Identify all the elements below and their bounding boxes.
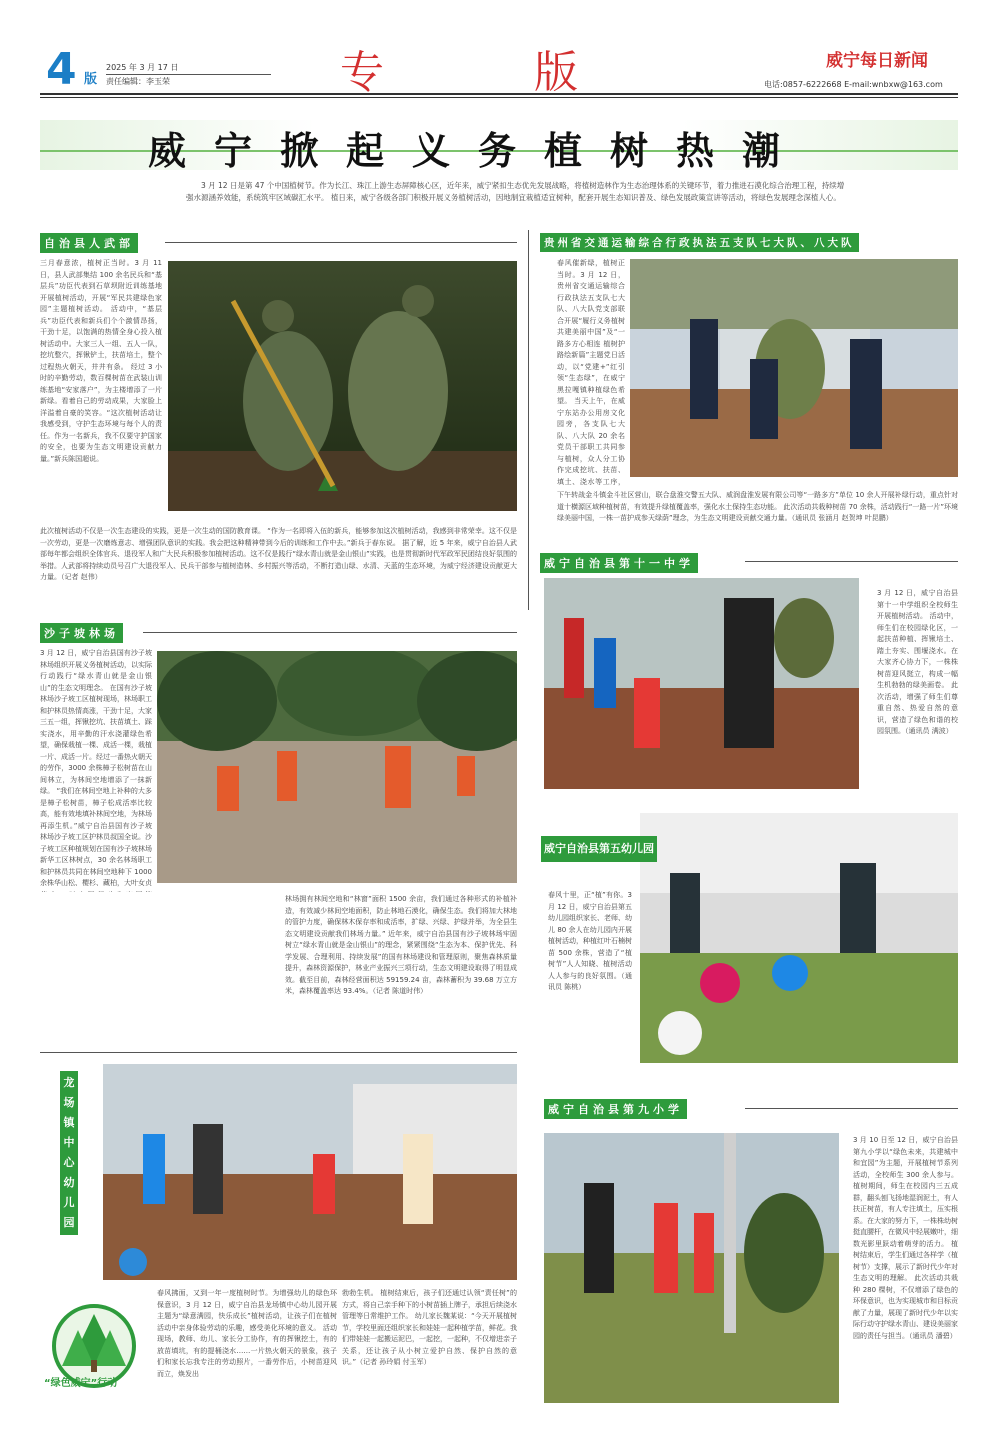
students-planting-image — [544, 578, 859, 789]
section-rule — [165, 242, 517, 243]
contact-info: 电话:0857-6222668 E-mail:wnbxw@163.com — [764, 80, 943, 89]
editor-credit: 责任编辑：李玉荣 — [106, 77, 170, 86]
longchang-text-col2: 勃勃生机。 植树结束后，孩子们还通过认领“责任树”的方式，将自己亲手种下的小树苗插上牌子，承担后续浇水管理等日常维护工作。 幼儿家长魏某说：“今天开展植树节，学校里面还组织家长和娃娃一起种植学苗，鲜花。我们带娃娃一起搬运泥巴，一起挖，一起种，不仅增进亲子关系，还让孩子从小树立爱护自然、保护自然的意识。”（记者 孙玲娟 付玉军） — [342, 1289, 517, 1366]
jiaotong-text-col2: 下午转战金斗镇金斗社区营山，联合盘淮交警五大队、威润盘淮发展有限公司等“一路多方”单位 10 余人开展补绿行动，重点针对道十横源区域种植树苗，有效提升绿植覆盖率，强化水土保持生态功能。 此次活动共栽种树苗 70 余株，活动践行“一路一片”环境绿美丽中国，一株一苗护成参天绿荫”理念，为生态文明建设贡献交通力量。（通讯员 张涵月 赵贺坤 叶昆鹏） — [557, 491, 958, 522]
label-char: 治 — [577, 842, 588, 855]
longchang-photo — [103, 1064, 517, 1280]
section-title: 专版 — [340, 47, 728, 98]
shazi-text-col1: 3 月 12 日，威宁自治县国有沙子坡林场组织开展义务植树活动，以实际行动践行“绿水青山就是金山银山”的生态文明理念。 在国有沙子坡林场沙子坡工区植树现场，林场职工和护林员热情高涨，干劲十足，大家三五一组，挥锹挖坑、扶苗填土、踩实浇水，用辛勤的汗水浇灌绿色希望，确保栽植一棵、成活一棵，栽植一片、成活一片。经过一番热火朝天的劳作，3000 余株樟子松树苗在山间林立，为林间空地增添了一抹新绿。 “我们在林间空地上补种的大多是樟子松树苗，樟子松成活率比较高，能有效地填补林间空地，为林场再添生机。”威宁自治县国有沙子坡林场沙子坡工区护林员叔国全说。沙子坡工区种植规划在国有沙子坡林场新华工区林树点，30 余名林场职工和护林员共同在林间空地种下 1000 余株华山松、樱杉、藏柏，大叶女贞 — [40, 649, 152, 887]
top-rule — [40, 93, 958, 95]
label-char: 幼 — [63, 1176, 75, 1189]
forest-planting-image — [157, 651, 517, 883]
label-char: 宁 — [555, 842, 566, 855]
label-char: 自 — [566, 842, 577, 855]
wuyou-text: 春风十里，正“植”有你。3 月 12 日，威宁自治县第五幼儿园组织家长、老师、幼儿 80 余人在幼儿园内开展植树活动，种植红叶石楠树苗 500 余株，营造了“植树节”人人知晓、植树活动人人参与的良好氛围。（通讯员 陈桃） — [548, 891, 632, 991]
label-char: 县 — [588, 842, 599, 855]
kindergarten-planting-image — [640, 813, 958, 1063]
children-planting-image — [103, 1064, 517, 1280]
logo-caption: “绿色威宁”行动 — [44, 1378, 118, 1389]
jiuxiao-text: 3 月 10 日至 12 日，威宁自治县第九小学以“绿色未来，共建城中和宜园”为主题，开展植树节系列活动，全校师生 300 余人参与。 植树期间，师生在校园内三五成群，翻头刨飞扬地湿润泥土，有人扶正树苗，有人专注填土，压实根系。在大家的努力下，一株株幼树挺直腰杆，在微风中轻展嫩叶，细数光影里跃动着萌芽的活力。 植树结束后，学生们通过各样学（植树节）支撑，展示了新时代少年对生态文明的理解。 此次活动共栽种 280 棵树，不仅增添了绿色的环保意识，也为实现城市和目标贡献了力量，展现了新时代少年以实际行动守护绿水青山、建设美丽家园的责任与担当。（通讯员 潘碧） — [853, 1136, 958, 1340]
section-label-wuyou — [541, 836, 657, 862]
label-char: 儿 — [63, 1196, 75, 1209]
wuzhuang-text-col1: 三月春意浓，植树正当时。3 月 11 日，县人武部集结 100 余名民兵和“基层兵”功臣代表到石草坝附近训练基地开展植树活动，开展“军民共建绿色家园”主题植树活动。 活动中，“基层兵”功臣代表和新兵们个个激情昂扬，干劲十足，以饱满的热情全身心投入植树活动中。大家三人一组、五人一队，挖坑整穴，挥锹铲土，扶苗培土，整个过程热火朝天，井井有条。 经过 3 小时的辛勤劳动，数百棵树苗在武装山训练基地“安家落户”，为主楼增添了一片新绿。看着自己的劳动成果，大家脸上洋溢着自豪的笑容。“这次植树活动让我感受到，守护生态环境与每个人的责任。作为一名新兵，我不仅要守护国家的安全，也要为生态文明建设贡献力量。”新兵陈国超说。 — [40, 259, 162, 463]
label-char: 场 — [63, 1096, 75, 1109]
top-rule-thin — [40, 97, 958, 98]
page-suffix: 版 — [84, 72, 98, 87]
shiyi-text: 3 月 12 日，威宁自治县第十一中学组织全校师生开展植树活动。 活动中，师生们在校园绿化区，一起扶苗种植、挥锹培土、踏土夯实、围堰浇水。在大家齐心协力下，一株株树苗迎风挺立，构成一幅生机勃勃的绿美画卷。 此次活动，增强了师生们尊重自然、热爱自然的意识，营造了绿色和谐的校园氛围。（通讯员 满波） — [877, 589, 958, 735]
main-headline: 威宁掀起义务植树热潮 — [148, 129, 809, 173]
section-label-longchang — [60, 1071, 78, 1235]
shazi-photo — [157, 651, 517, 883]
section-label-jiaotong: 贵州省交通运输综合行政执法五支队七大队、八大队 — [540, 233, 859, 252]
header-divider — [106, 74, 271, 75]
section-rule — [745, 561, 958, 562]
label-char: 中 — [63, 1136, 75, 1149]
wuzhuang-photo — [168, 261, 517, 511]
intro-paragraph: 3 月 12 日是第 47 个中国植树节。作为长江、珠江上游生态屏障核心区，近年来，威宁紧扣生态优先发展战略，将植树造林作为生态治理体系的关键环节，着力推进石漠化综合治理工程，持续增强水源涵养效能，系统筑牢区域碳汇水平。 植日来，威宁各级各部门积极开展义务植树活动，因地制宜栽植适宜树种，配套开展生态知识普及、绿色发展政策宣讲等活动，将绿色发展理念深植人心。 — [186, 181, 845, 202]
label-char: 五 — [610, 842, 621, 855]
section-rule — [40, 1052, 517, 1053]
primary-school-planting-image — [544, 1133, 839, 1403]
issue-date: 2025 年 3 月 17 日 — [106, 63, 179, 72]
officers-planting-image — [630, 259, 958, 477]
jiaotong-text-col1: 春风催新绿，植树正当时。3 月 12 日，贵州省交通运输综合行政执法五支队七大队、八大队党支部联合开展“履行义务植树 共建美丽中国”及“一路多方心相连 植树护路绘新篇”主题党日活动，以“党建+”红引领“生态绿”，在威宁黑拉嘎镇种植绿色希望。 当天上午，在威宁东站办公用房文化园旁，各支队七大队、八大队 20 余名党员干部职工共同参与植树，众人分工协作完成挖坑、扶苗、填土、浇水等工序， — [557, 259, 625, 486]
label-char: 威 — [544, 842, 555, 855]
label-char: 第 — [599, 842, 610, 855]
label-char: 龙 — [63, 1076, 75, 1089]
longchang-text-col1: 春风拂面，又到一年一度植树时节。为增强幼儿的绿色环保意识，3 月 12 日，威宁自治县龙场镇中心幼儿园开展主题为“绿意满园，快乐成长”植树活动，让孩子们在植树活动中亲身体验劳动的乐趣，感受美化环境的意义。 活动现场，教师、幼儿、家长分工协作，有的挥锹挖土，有的放苗填坑，有的提桶浇水……一片热火朝天的景象，孩子们和家长忘我专注的劳动照片，一番劳作后，小树苗迎风而立，焕发出 — [157, 1289, 337, 1378]
label-char: 园 — [643, 842, 654, 855]
section-rule — [143, 632, 517, 633]
wuyou-photo — [640, 813, 958, 1063]
section-label-jiuxiao: 威宁自治县第九小学 — [544, 1099, 687, 1119]
wuzhuang-text-col2: 此次植树活动不仅是一次生态建设的实践，更是一次生动的国防教育课。 “作为一名即将入伍的新兵，能够参加这次植树活动，我感到非常荣幸。这不仅是一次劳动，更是一次磨炼意志、增强团队意识的实践。我会把这种精神带到今后的训练和工作中去。”新兵于春东说。 据了解，近 5 年来，威宁自治县人武部每年都会组织全体官兵、退役军人和广大民兵积极参加植树活动。这不仅是践行“绿水青山就是金山银山”实践，也是贯彻新时代军政军民团结良好氛围的举措。人武部将持续动员号召广大退役军人、民兵干部参与植树造林、乡村振兴等活动，不断打造山绿、水清、天蓝的生态环境，为威宁经济建设贡献更大力量。（记者 赵伟） — [40, 527, 517, 581]
column-divider — [528, 230, 529, 610]
label-char: 幼 — [621, 842, 632, 855]
label-char: 儿 — [632, 842, 643, 855]
section-label-wuzhuang: 自治县人武部 — [40, 233, 138, 253]
label-char: 园 — [63, 1216, 75, 1229]
section-label-shazi: 沙子坡林场 — [40, 623, 123, 643]
section-label-shiyi: 威宁自治县第十一中学 — [540, 553, 698, 573]
jiaotong-photo — [630, 259, 958, 477]
shiyi-photo — [544, 578, 859, 789]
label-char: 镇 — [63, 1116, 75, 1129]
page-number: 4 — [46, 44, 77, 95]
shazi-text-col3: 林场拥有林间空地和“林窗”面积 1500 余亩，我们通过各种形式的补植补造，有效减少林间空地面积，防止林地石漠化，确保生态。我们将加大林地的管护力度，确保林木保存率和成活率，扩绿、兴绿、护绿并举，为全县生态文明建设贡献我们林场力量。” 近年来，威宁自治县国有沙子坡林场牢固树立“绿水青山就是金山银山”的理念，紧紧围绕“生态为本、保护优先、科学发展、合理利用、持续发展”的国有林场建设和管理原则，聚焦森林质量提升，森林资源保护，林业产业振兴三项行动，生态文明建设取得了明显成效。截至目前，森林经营面积达 59159.24 亩，森林蓄积为 39.68 万立方米，森林覆盖率达 93.4%。（记者 陈道时伟） — [285, 895, 517, 995]
section-rule — [745, 1108, 958, 1109]
jiuxiao-photo — [544, 1133, 839, 1403]
soldiers-planting-image — [168, 261, 517, 511]
newspaper-brand: 威宁每日新闻 — [826, 51, 928, 71]
label-char: 心 — [63, 1156, 75, 1169]
